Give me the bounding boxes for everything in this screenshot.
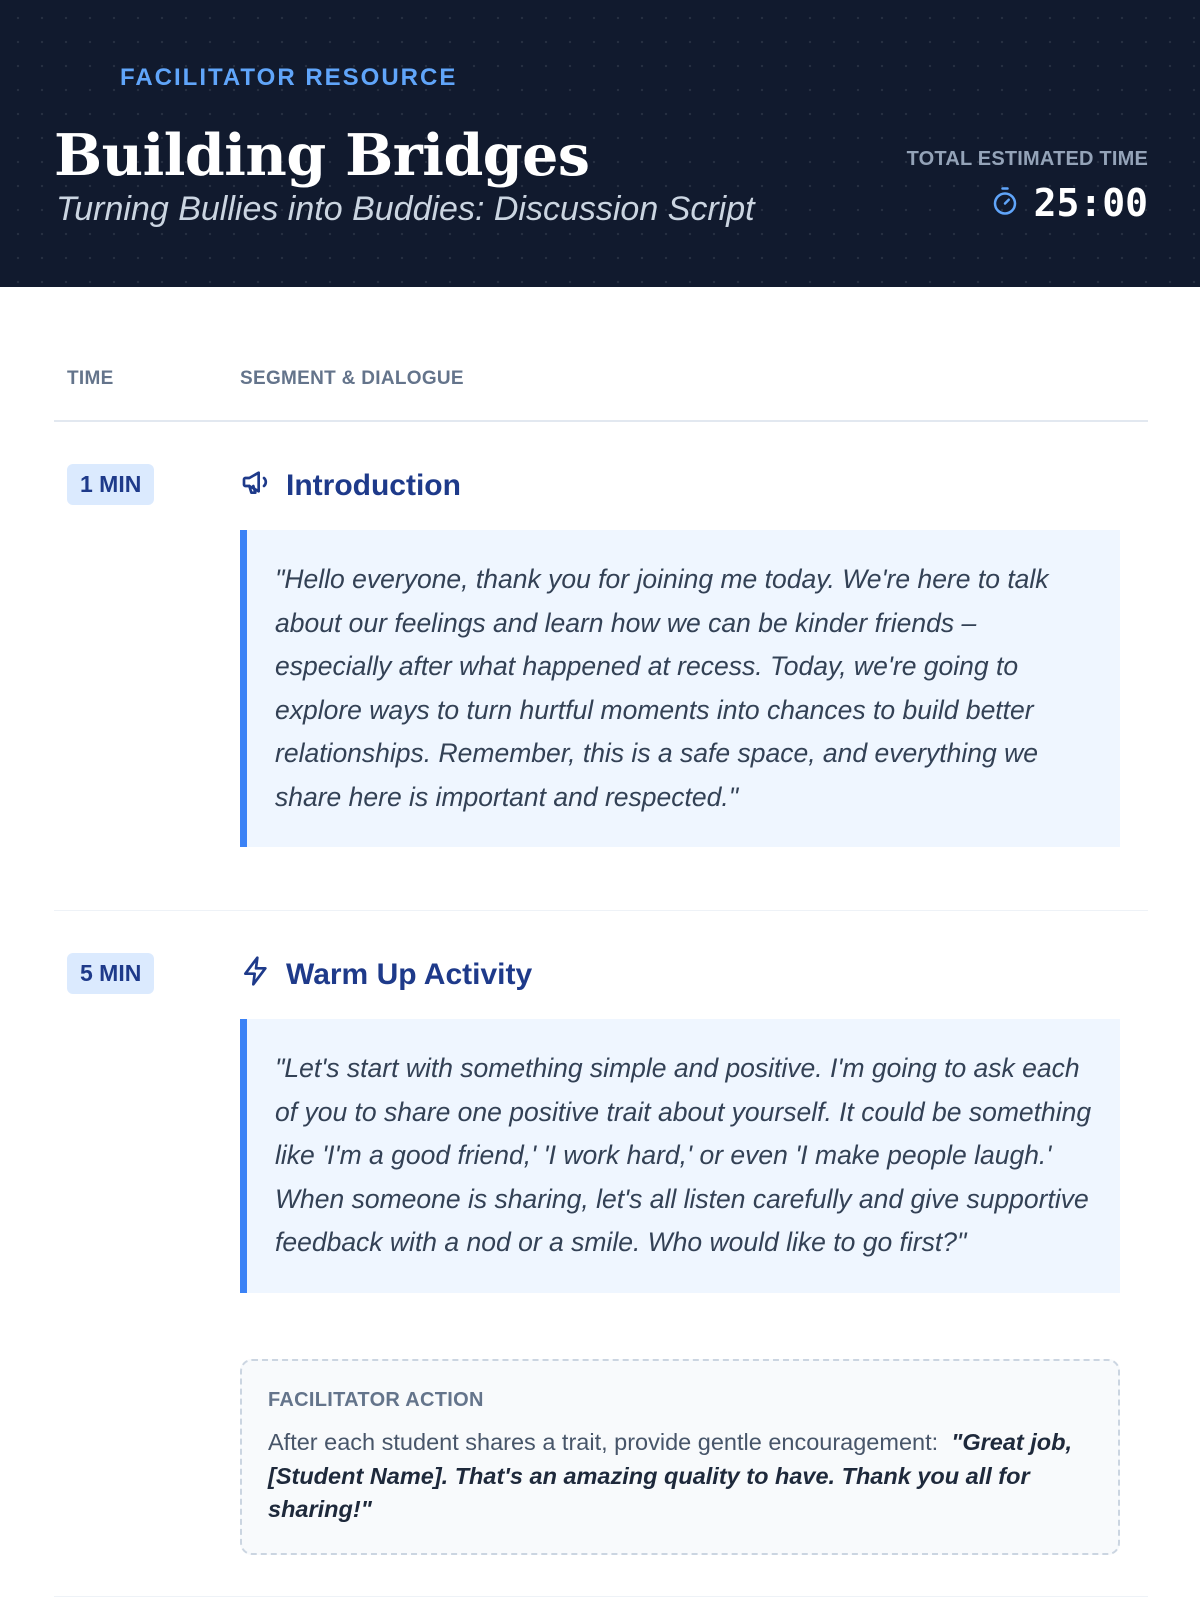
- segment-title: [240, 466, 461, 506]
- total-time-block: [907, 148, 1148, 225]
- total-time-value: 25:00: [1033, 181, 1148, 225]
- duration-badge: 1 MIN: [67, 464, 154, 505]
- facilitator-action-box: [240, 1359, 1120, 1555]
- header-divider: [54, 420, 1148, 422]
- facilitator-action-text: [268, 1426, 1092, 1527]
- megaphone-icon: [240, 466, 272, 506]
- total-time-row: [907, 181, 1148, 225]
- facilitator-action-label: FACILITATOR ACTION: [268, 1389, 484, 1411]
- dialogue-quote: "Hello everyone, thank you for joining me today. We're here to talk about our feelings and learn how we can be kinder friends – especially after what happened at recess. Today, we're going to explore ways to turn hurtful moments into chances to build better relationships. Remember, this is a safe space, and everything we share here is important and respected.": [240, 530, 1120, 847]
- row-divider: [54, 1596, 1148, 1597]
- facilitator-action-instruction: After each student shares a trait, provide gentle encouragement:: [268, 1429, 939, 1455]
- page-title: Building Bridges: [54, 122, 590, 189]
- column-header-segment: SEGMENT & DIALOGUE: [240, 368, 464, 389]
- page-header: [0, 0, 1200, 287]
- segment-title-text: Warm Up Activity: [286, 958, 533, 991]
- lightning-icon: [240, 955, 272, 995]
- facilitator-action-quote: "Great job, [Student Name]. That's an amazing quality to have. Thank you all for sharing!": [268, 1429, 1073, 1522]
- page-subtitle: Turning Bullies into Buddies: Discussion Script: [56, 190, 755, 228]
- eyebrow-label: FACILITATOR RESOURCE: [120, 64, 458, 91]
- stopwatch-icon: [990, 186, 1020, 221]
- segment-title: [240, 955, 532, 995]
- segment-title-text: Introduction: [286, 469, 461, 502]
- dialogue-quote: "Let's start with something simple and positive. I'm going to ask each of you to share one positive trait about yourself. It could be something like 'I'm a good friend,' 'I work hard,' or even 'I make people laugh.' When someone is sharing, let's all listen carefully and give supportive feedback with a nod or a smile. Who would like to go first?": [240, 1019, 1120, 1293]
- column-header-time: TIME: [67, 368, 114, 389]
- total-time-label: TOTAL ESTIMATED TIME: [906, 148, 1148, 170]
- row-divider: [54, 910, 1148, 911]
- duration-badge: 5 MIN: [67, 953, 154, 994]
